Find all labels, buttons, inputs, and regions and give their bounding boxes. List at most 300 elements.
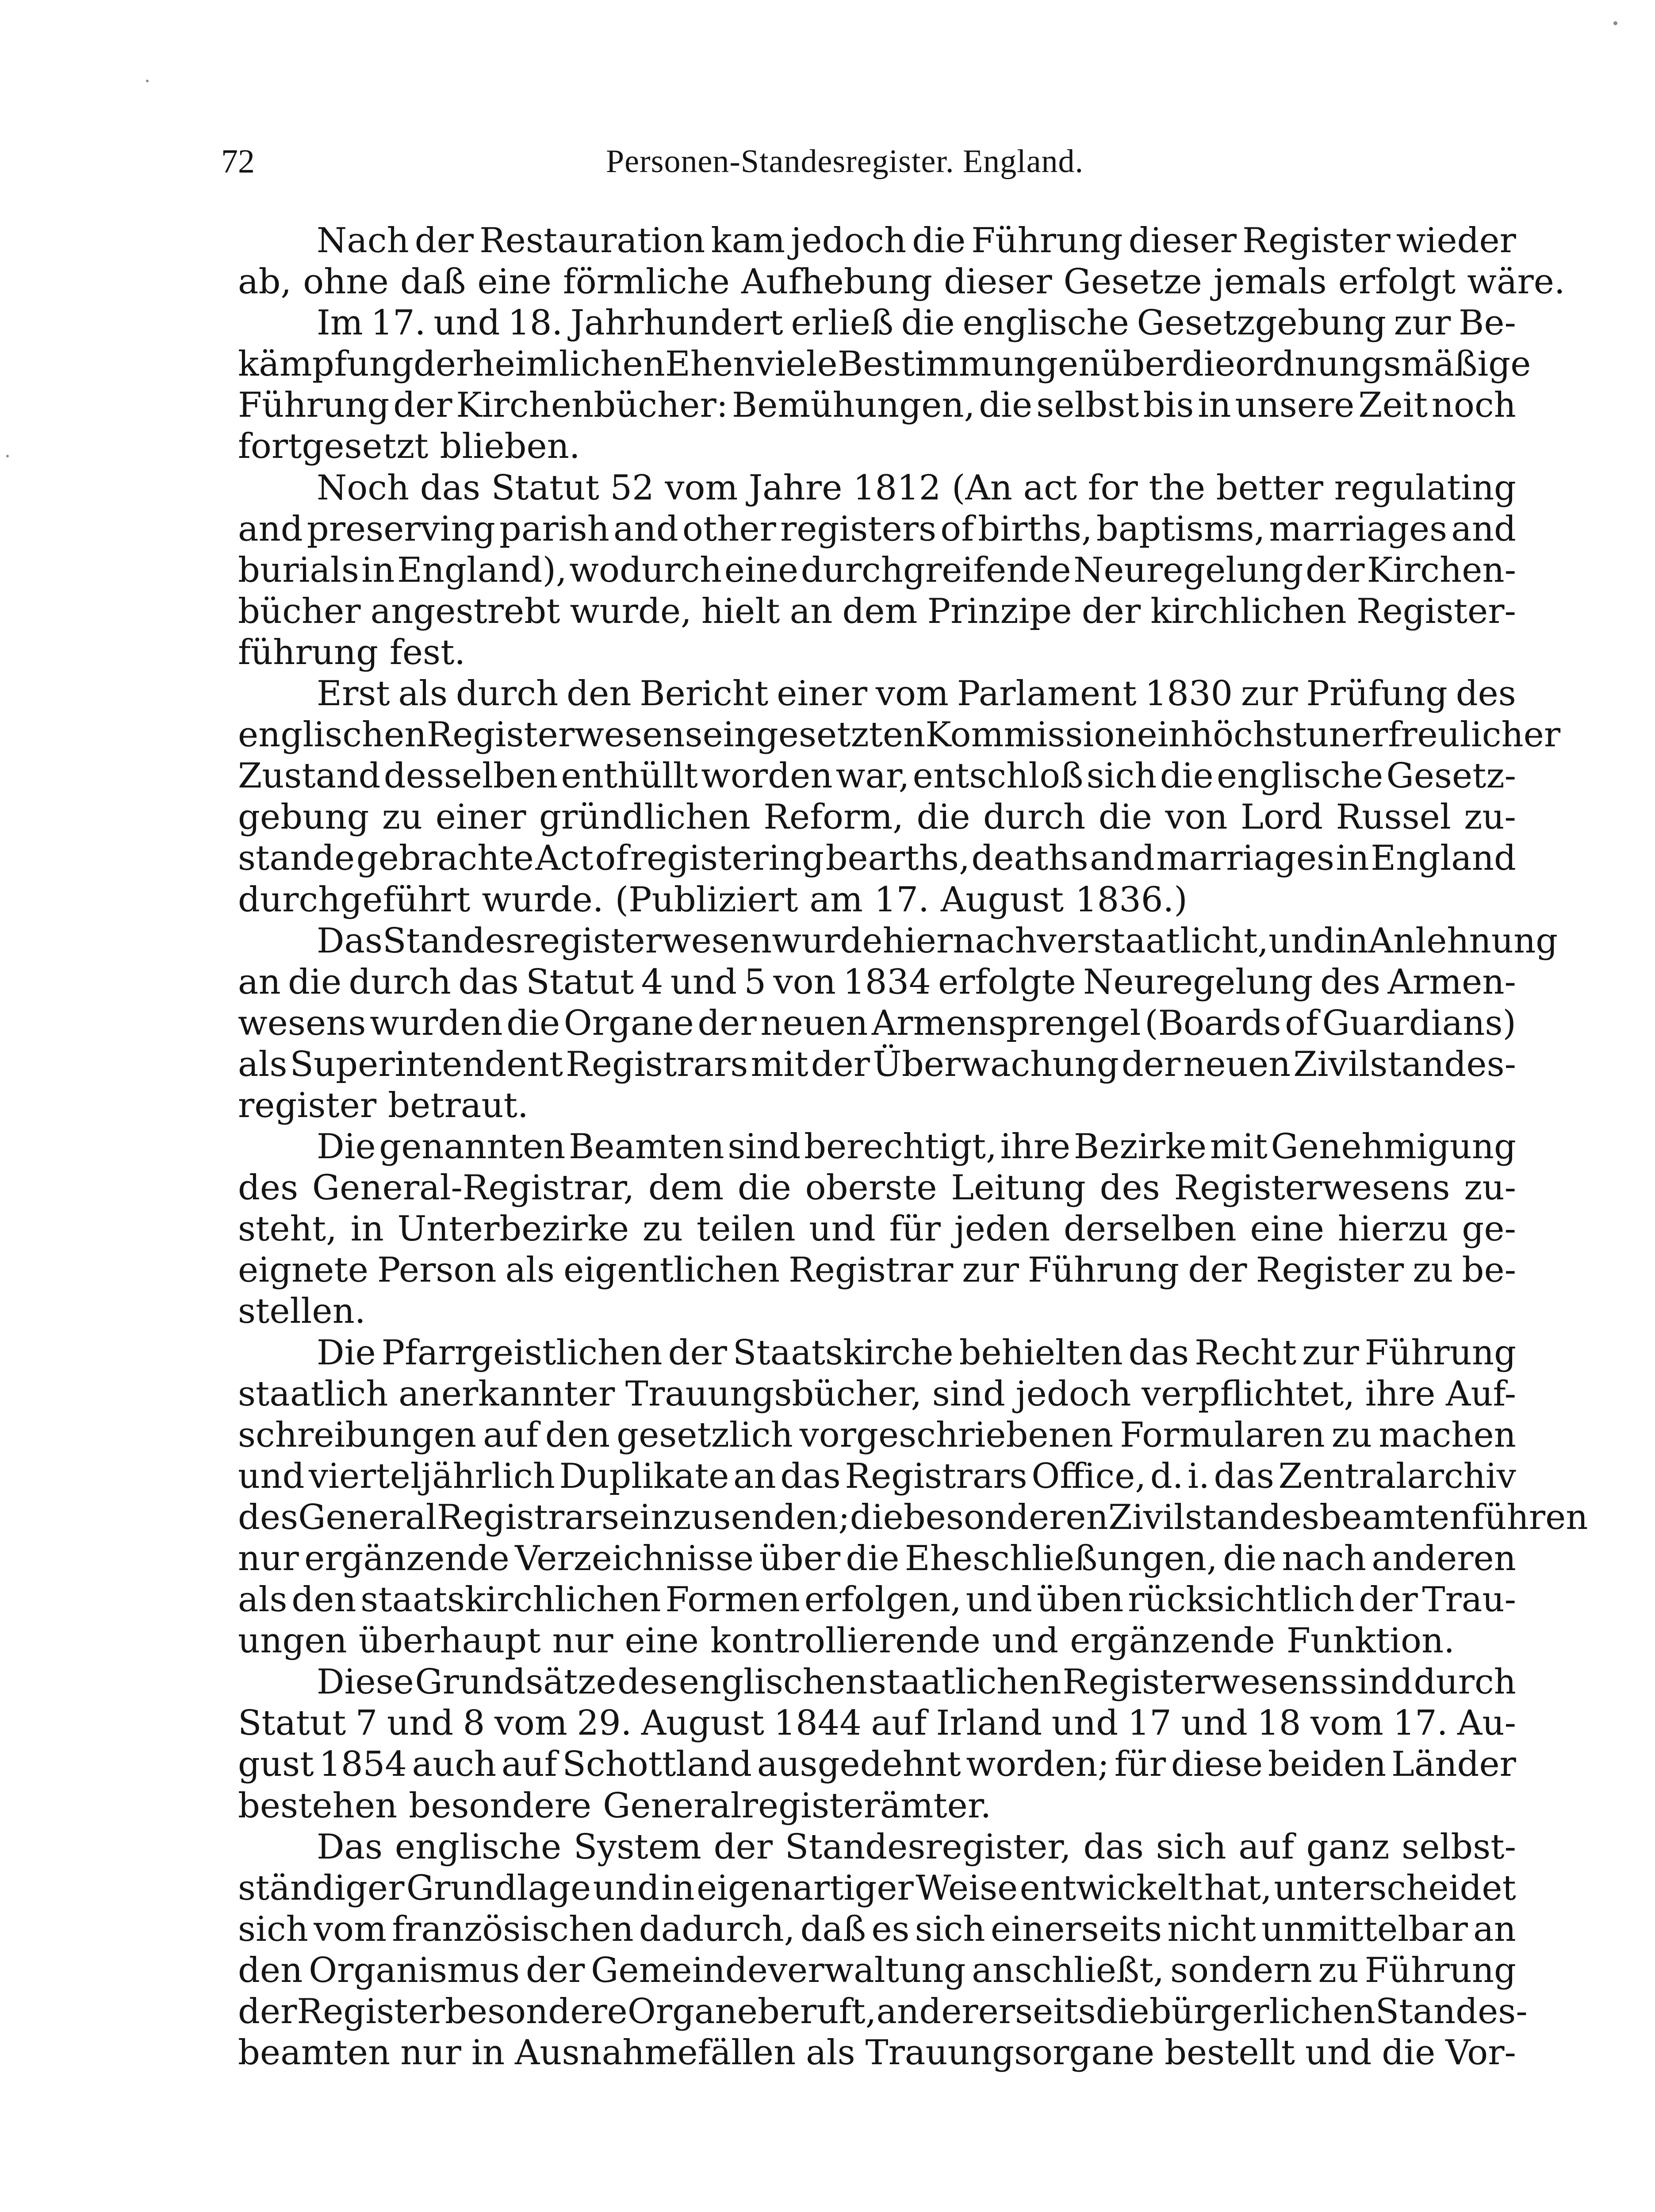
word: zu-	[1464, 797, 1516, 837]
page-number: 72	[221, 143, 255, 180]
word: eingesetzten	[702, 715, 926, 755]
word: englische	[962, 303, 1129, 343]
word: Auf-	[1445, 1374, 1516, 1414]
word: an	[238, 962, 281, 1002]
word: worden;	[966, 1744, 1109, 1785]
word: erließ	[791, 303, 894, 343]
word: durch	[983, 797, 1086, 837]
word: Organe	[627, 1992, 758, 2032]
word: war,	[835, 756, 910, 796]
word: Standesregisterwesen	[383, 921, 772, 961]
word: eigentlichen	[563, 1250, 780, 1290]
word: Kirchenbücher:	[456, 385, 728, 426]
word: and	[1451, 509, 1516, 549]
word: vom	[314, 1909, 387, 1949]
word: sich	[915, 1909, 985, 1949]
word: der	[713, 1827, 773, 1867]
word: entschloß	[912, 756, 1084, 796]
word: sich	[238, 1909, 308, 1949]
word: General	[298, 1497, 437, 1537]
word: an	[733, 1456, 776, 1496]
scan-speck	[1613, 21, 1617, 25]
word: Ehen	[665, 344, 755, 384]
word: auf	[502, 1744, 557, 1785]
word: gust	[238, 1744, 314, 1785]
word: des	[1100, 1168, 1160, 1208]
word: am	[809, 879, 863, 920]
word: sind	[1339, 1662, 1413, 1702]
word: Restauration	[479, 221, 705, 261]
word: (Boards	[1145, 1003, 1281, 1043]
word: 1830	[1145, 674, 1233, 714]
word: England),	[397, 550, 567, 590]
word: mit	[751, 1044, 808, 1084]
word: es	[871, 1909, 910, 1949]
word: nur	[552, 1621, 613, 1661]
word: der	[1121, 1044, 1181, 1084]
word: und	[1181, 1703, 1248, 1743]
word: nur	[400, 2033, 461, 2073]
text-line	[238, 468, 1516, 509]
word: selbst	[1036, 385, 1139, 426]
word: derselben	[1063, 1209, 1237, 1249]
word: Zivilstandesbeamten	[1108, 1497, 1472, 1537]
word: förmliche	[563, 262, 730, 302]
word: (Publiziert	[615, 879, 798, 920]
text-line	[238, 1579, 1516, 1621]
word: als	[238, 1580, 287, 1620]
text-line	[238, 550, 1516, 591]
word: Lord	[1241, 797, 1323, 837]
word: Führung	[1364, 1333, 1516, 1373]
word: Grundsätze	[415, 1662, 617, 1702]
word: Gesetz-	[1386, 756, 1516, 796]
word: 18.	[508, 303, 563, 343]
word: ganz	[1306, 1827, 1390, 1867]
word: steht,	[238, 1209, 337, 1249]
word: zur	[962, 1250, 1019, 1290]
word: vom	[665, 468, 738, 508]
word: auf	[871, 1703, 927, 1743]
word: Standesregister,	[785, 1827, 1071, 1867]
word: parish	[499, 509, 609, 549]
word: ein	[1137, 715, 1191, 755]
word: in	[350, 1209, 384, 1249]
word: durchgeführt	[238, 879, 471, 920]
text-line	[238, 1250, 1516, 1291]
word: August	[940, 879, 1064, 920]
word: eigenartiger	[696, 1868, 914, 1908]
word: selbst-	[1402, 1827, 1516, 1867]
word: 1812	[853, 468, 941, 508]
word: unterscheidet	[1274, 1868, 1516, 1908]
word: eignete	[238, 1250, 368, 1290]
text-line	[238, 2032, 1516, 2074]
word: Jahre	[748, 468, 843, 508]
word: fest.	[390, 632, 466, 672]
word: i.	[1188, 1456, 1210, 1496]
text-line	[238, 426, 1516, 467]
word: die	[1098, 797, 1152, 837]
word: Registrars	[566, 1044, 748, 1084]
word: Ausnahmefällen	[514, 2033, 796, 2073]
word: stellen.	[238, 1291, 366, 1332]
word: die	[737, 1168, 791, 1208]
word: beiden	[1268, 1744, 1387, 1785]
word: Grundlage	[406, 1868, 591, 1908]
word: Registerwesens	[1174, 1168, 1450, 1208]
word: Duplikate	[559, 1456, 729, 1496]
word: Register-	[1356, 591, 1516, 631]
word: Eheschließungen,	[904, 1539, 1218, 1578]
word: Diese	[317, 1662, 414, 1702]
word: als	[806, 2033, 855, 2073]
word: der	[413, 344, 473, 384]
word: auch	[412, 1744, 497, 1785]
word: 17.	[371, 303, 426, 343]
word: ge-	[1462, 1209, 1516, 1249]
word: verstaatlicht,	[1037, 921, 1269, 961]
word: Die	[317, 1333, 376, 1373]
word: Weise	[916, 1868, 1018, 1908]
word: kämpfung	[238, 344, 414, 384]
word: der	[1359, 1580, 1418, 1620]
word: der	[238, 1992, 297, 2032]
word: schreibungen	[238, 1415, 477, 1455]
word: das	[1128, 1333, 1189, 1373]
word: hielt	[701, 591, 780, 631]
word: sind	[728, 1127, 801, 1167]
text-line	[238, 838, 1516, 879]
text-line	[238, 1703, 1516, 1744]
word: und	[1268, 921, 1335, 961]
text-line	[238, 385, 1516, 426]
word: die	[1382, 2033, 1436, 2073]
word: Irland	[936, 1703, 1042, 1743]
word: Be-	[1459, 303, 1516, 343]
word: führen	[1471, 1497, 1588, 1537]
word: englische	[395, 1827, 562, 1867]
word: Staatskirche	[732, 1333, 954, 1373]
word: von	[1165, 797, 1228, 837]
word: Office,	[1031, 1456, 1146, 1496]
word: gesetzlich	[617, 1415, 793, 1455]
word: hat,	[1204, 1868, 1272, 1908]
word: Das	[317, 1827, 383, 1867]
word: Formularen	[1120, 1415, 1325, 1455]
word: better	[1216, 468, 1323, 508]
word: Organismus	[309, 1950, 520, 1990]
word: Neuregelung	[1083, 962, 1313, 1002]
word: Registrar	[789, 1250, 954, 1290]
word: Trau-	[1422, 1580, 1516, 1620]
word: be-	[1462, 1250, 1516, 1290]
word: an	[1473, 1909, 1516, 1949]
word: beruft,	[757, 1992, 877, 2032]
word: burials	[238, 550, 359, 590]
word: Gemeindeverwaltung	[591, 1950, 966, 1990]
word: wäre.	[1467, 262, 1565, 302]
word: die	[1223, 1539, 1277, 1578]
word: 7	[355, 1703, 378, 1743]
word: zu	[1331, 1415, 1372, 1455]
word: Führung	[1027, 1250, 1180, 1290]
word: zu-	[1464, 1168, 1516, 1208]
word: das	[1083, 1827, 1144, 1867]
word: die	[506, 1003, 560, 1043]
word: System	[573, 1827, 701, 1867]
word: kam	[711, 221, 785, 261]
word: oberste	[805, 1168, 937, 1208]
word: Parlament	[957, 674, 1137, 714]
word: der	[393, 385, 452, 426]
word: staatlich	[238, 1374, 388, 1414]
word: als	[238, 1044, 287, 1084]
word: Armen-	[1387, 962, 1516, 1002]
word: eine	[477, 262, 552, 302]
word: Bericht	[640, 674, 769, 714]
word: 8	[463, 1703, 485, 1743]
word: births,	[978, 509, 1092, 549]
word: d.	[1150, 1456, 1184, 1496]
word: und	[593, 1868, 660, 1908]
word: für	[889, 1209, 941, 1249]
word: auf	[1238, 1827, 1294, 1867]
text-line	[238, 1044, 1516, 1085]
word: die	[1181, 344, 1235, 384]
word: Formen	[665, 1580, 800, 1620]
word: englischen	[238, 715, 427, 755]
word: wodurch	[569, 550, 722, 590]
word: sich	[1156, 1827, 1226, 1867]
word: blieben.	[440, 426, 580, 467]
word: Führung	[971, 221, 1123, 261]
text-line	[238, 220, 1516, 261]
word: in	[361, 550, 395, 590]
word: an	[789, 591, 833, 631]
text-line	[238, 1909, 1516, 1950]
word: 18	[1257, 1703, 1301, 1743]
word: Superintendent	[290, 1044, 563, 1084]
word: Zentralarchiv	[1278, 1456, 1516, 1496]
text-line	[238, 1415, 1516, 1456]
word: zu	[1318, 1950, 1359, 1990]
word: Registrars	[845, 1456, 1027, 1496]
word: ergänzende	[304, 1539, 510, 1578]
text-line	[238, 1744, 1516, 1785]
text-line	[238, 1209, 1516, 1250]
word: kontrollierende	[710, 1621, 981, 1661]
word: französischen	[392, 1909, 634, 1949]
word: August	[641, 1703, 764, 1743]
word: einer	[777, 674, 868, 714]
word: vom	[494, 1703, 567, 1743]
word: mit	[1210, 1127, 1268, 1167]
word: als	[398, 674, 448, 714]
word: die	[916, 797, 970, 837]
text-line	[238, 1497, 1588, 1538]
word: the	[1149, 468, 1206, 508]
word: Aufhebung	[741, 262, 933, 302]
word: register	[238, 1085, 377, 1125]
word: jemals	[1213, 262, 1327, 302]
word: des	[238, 1168, 299, 1208]
word: unerfreulicher	[1306, 715, 1561, 755]
word: und	[387, 1703, 454, 1743]
word: enthüllt	[561, 756, 698, 796]
word: Unterbezirke	[397, 1209, 629, 1249]
word: und	[1051, 1703, 1119, 1743]
text-line	[238, 1085, 1516, 1126]
word: durch	[349, 962, 451, 1002]
word: der	[1188, 1250, 1247, 1290]
word: die	[979, 385, 1033, 426]
word: über	[1100, 344, 1182, 384]
word: Russel	[1336, 797, 1451, 837]
word: and	[1090, 838, 1155, 879]
word: of	[595, 838, 629, 879]
word: der	[811, 1044, 870, 1084]
word: Organe	[563, 1003, 694, 1043]
word: der	[668, 1333, 727, 1373]
word: durchgreifende	[801, 550, 1071, 590]
word: zur	[1302, 1333, 1359, 1373]
word: unsere	[1235, 385, 1355, 426]
word: England	[1371, 838, 1516, 879]
word: hiernach	[882, 921, 1037, 961]
word: viele	[755, 344, 838, 384]
word: bestellt	[1165, 2033, 1295, 2073]
word: Recht	[1195, 1333, 1297, 1373]
word: regulating	[1334, 468, 1516, 508]
word: Zeit	[1358, 385, 1428, 426]
text-line	[238, 1456, 1516, 1497]
word: marriages	[1156, 838, 1334, 879]
word: betraut.	[388, 1085, 529, 1125]
word: Statut	[526, 962, 634, 1002]
word: und	[992, 1621, 1059, 1661]
word: Register	[1256, 1250, 1404, 1290]
word: Leitung	[951, 1168, 1086, 1208]
word: sich	[1086, 756, 1157, 796]
text-line	[238, 344, 1531, 385]
text-line	[238, 1950, 1516, 1991]
word: besondere	[444, 1992, 628, 2032]
word: Reform,	[763, 797, 904, 837]
word: Zivilstandes-	[1293, 1044, 1516, 1084]
text-line	[238, 1662, 1516, 1703]
word: vierteljährlich	[309, 1456, 555, 1496]
word: fortgesetzt	[238, 426, 429, 467]
word: ihre	[1000, 1127, 1071, 1167]
word: Gesetzgebung	[1137, 303, 1387, 343]
word: und	[433, 303, 500, 343]
word: die	[1096, 1992, 1149, 2032]
word: das	[420, 468, 481, 508]
word: zu	[382, 797, 423, 837]
text-line	[238, 1374, 1516, 1415]
word: 1854	[319, 1744, 407, 1785]
word: Armensprengel	[871, 1003, 1141, 1043]
word: Register	[297, 1992, 445, 2032]
word: behielten	[959, 1333, 1123, 1373]
text-line	[238, 797, 1516, 838]
word: other	[682, 509, 776, 549]
word: Statut	[491, 468, 599, 508]
text-line	[238, 1991, 1528, 2032]
word: daß	[400, 262, 466, 302]
word: Schottland	[562, 1744, 752, 1785]
word: durch	[1414, 1662, 1516, 1702]
word: nur	[238, 1539, 299, 1578]
word: Registerwesens	[1062, 1662, 1339, 1702]
word: neuen	[1183, 1044, 1291, 1084]
word: Noch	[317, 468, 410, 508]
word: der	[414, 221, 474, 261]
word: vom	[1310, 1703, 1384, 1743]
word: wurde	[772, 921, 883, 961]
word: Im	[317, 303, 363, 343]
word: gebung	[238, 797, 369, 837]
word: 5	[744, 962, 766, 1002]
word: anderen	[1372, 1539, 1516, 1578]
text-line	[238, 303, 1516, 344]
text-line	[238, 1786, 1516, 1827]
word: Anlehnung	[1368, 921, 1558, 961]
word: bestehen	[238, 1786, 398, 1826]
word: die	[850, 1497, 904, 1537]
word: ungen	[238, 1621, 347, 1661]
word: besonderen	[903, 1497, 1108, 1537]
running-title: Personen-Standesregister. England.	[606, 143, 1084, 180]
word: für	[1114, 1744, 1166, 1785]
text-line	[238, 1827, 1516, 1868]
running-head	[221, 139, 1291, 192]
body-text	[238, 220, 1588, 2074]
word: ordnungsmäßige	[1235, 344, 1531, 384]
word: des	[1456, 674, 1516, 714]
word: zu	[1413, 1250, 1453, 1290]
word: nach	[1282, 1539, 1367, 1578]
word: anschließt,	[972, 1950, 1165, 1990]
word: anerkannter	[398, 1374, 615, 1414]
word: nicht	[1167, 1909, 1256, 1949]
word: jedoch	[791, 221, 907, 261]
word: Nach	[317, 221, 409, 261]
word: in	[1336, 838, 1369, 879]
word: einer	[435, 797, 526, 837]
word: desselben	[383, 756, 558, 796]
word: Zustand	[238, 756, 381, 796]
word: Registrars	[437, 1497, 619, 1537]
text-line	[238, 509, 1516, 550]
word: Prinzipe	[927, 591, 1072, 631]
word: Bemühungen,	[732, 385, 975, 426]
word: and	[238, 509, 303, 549]
word: erfolgen,	[804, 1580, 962, 1620]
word: baptisms,	[1096, 509, 1265, 549]
word: in	[1335, 921, 1368, 961]
word: erfolgt	[1338, 262, 1456, 302]
word: üben	[1036, 1580, 1124, 1620]
text-line	[238, 1291, 1516, 1332]
word: der	[1305, 550, 1365, 590]
word: des	[1320, 962, 1381, 1002]
word: 1836.)	[1075, 879, 1188, 920]
word: Genehmigung	[1271, 1127, 1516, 1167]
word: Person	[377, 1250, 497, 1290]
word: Verzeichnisse	[515, 1539, 754, 1578]
